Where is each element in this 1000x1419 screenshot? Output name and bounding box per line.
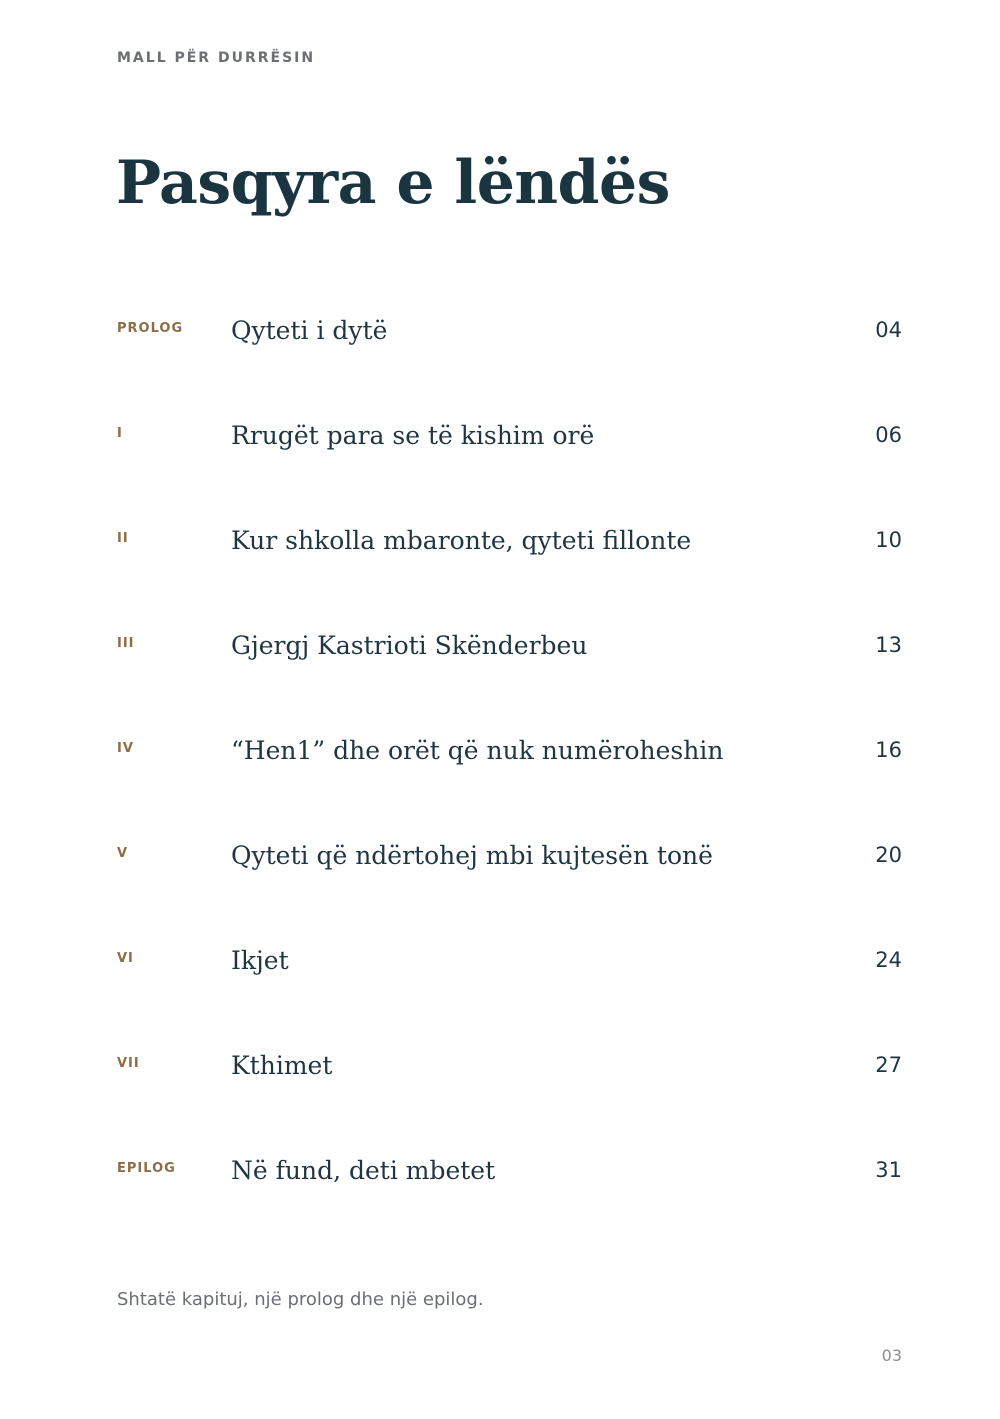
chapter-label: VII	[117, 1056, 140, 1071]
toc-row-epilog[interactable]	[117, 1140, 902, 1245]
chapter-label: IV	[117, 741, 134, 756]
chapter-label: V	[117, 846, 129, 861]
chapter-page-number: 20	[875, 843, 902, 867]
toc-row-chapter-5[interactable]	[117, 825, 902, 930]
chapter-page-number: 06	[875, 423, 902, 447]
chapter-page-number: 10	[875, 528, 902, 552]
toc-row-prolog[interactable]	[117, 300, 902, 405]
chapter-title: Gjergj Kastrioti Skënderbeu	[231, 631, 588, 660]
chapter-label: III	[117, 636, 135, 651]
chapter-page-number: 13	[875, 633, 902, 657]
chapter-page-number: 16	[875, 738, 902, 762]
chapter-title: Rrugët para se të kishim orë	[231, 421, 595, 450]
chapter-label: VI	[117, 951, 134, 966]
page-number: 03	[881, 1346, 902, 1365]
chapter-page-number: 27	[875, 1053, 902, 1077]
toc-row-chapter-3[interactable]	[117, 615, 902, 720]
page-title: Pasqyra e lëndës	[116, 148, 670, 218]
chapter-title: Qyteti i dytë	[231, 316, 388, 345]
toc-row-chapter-7[interactable]	[117, 1035, 902, 1140]
chapter-title: Ikjet	[231, 946, 289, 975]
chapter-title: Qyteti që ndërtohej mbi kujtesën tonë	[231, 841, 713, 870]
toc-summary: Shtatë kapituj, një prolog dhe një epilog.	[117, 1289, 484, 1310]
toc-row-chapter-4[interactable]	[117, 720, 902, 825]
toc-row-chapter-1[interactable]	[117, 405, 902, 510]
chapter-title: Kur shkolla mbaronte, qyteti fillonte	[231, 526, 692, 555]
chapter-title: “Hen1” dhe orët që nuk numëroheshin	[231, 736, 724, 765]
chapter-title: Në fund, deti mbetet	[231, 1156, 496, 1185]
chapter-page-number: 04	[875, 318, 902, 342]
toc-row-chapter-6[interactable]	[117, 930, 902, 1035]
chapter-page-number: 24	[875, 948, 902, 972]
chapter-label: EPILOG	[117, 1161, 176, 1176]
chapter-label: I	[117, 426, 123, 441]
chapter-label: II	[117, 531, 129, 546]
chapter-title: Kthimet	[231, 1051, 333, 1080]
chapter-label: PROLOG	[117, 321, 184, 336]
table-of-contents	[117, 300, 902, 1245]
book-label: MALL PËR DURRËSIN	[117, 50, 316, 66]
chapter-page-number: 31	[875, 1158, 902, 1182]
toc-row-chapter-2[interactable]	[117, 510, 902, 615]
